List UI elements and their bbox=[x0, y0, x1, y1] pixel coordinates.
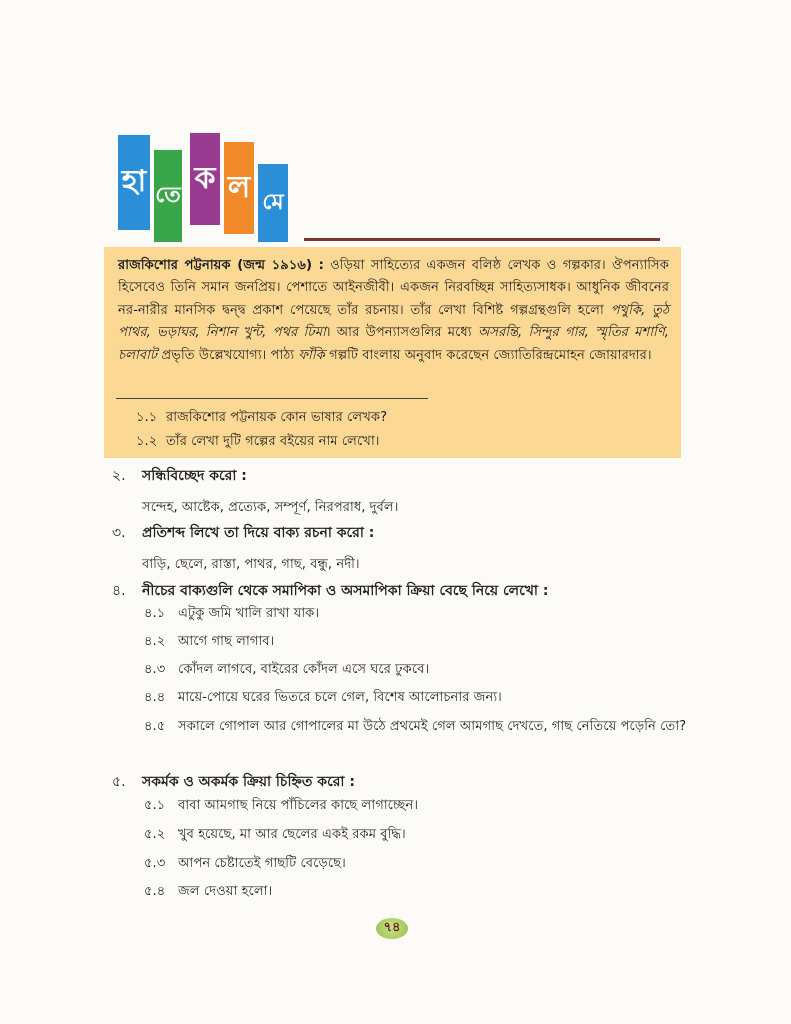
question-number: ১.১ bbox=[136, 410, 158, 425]
item-number: ৪.৪ bbox=[144, 690, 166, 705]
question-1-2 bbox=[136, 431, 380, 453]
logo-block-5 bbox=[258, 164, 288, 242]
question-number: ২. bbox=[112, 468, 126, 484]
question-text: রাজকিশোর পট্টনায়ক কোন ভাষার লেখক? bbox=[166, 410, 388, 425]
question-heading bbox=[112, 579, 692, 603]
section-logo-hatekolome bbox=[118, 130, 293, 245]
question-heading bbox=[112, 770, 692, 794]
logo-block-2 bbox=[154, 150, 182, 242]
bio-part: গল্পটি বাংলায় অনুবাদ করেছেন জ্যোতিরিন্দ্রমোহন জোয়ারদার। bbox=[324, 347, 652, 363]
header-rule bbox=[304, 238, 660, 241]
item-text: আগে গাছ লাগাব। bbox=[178, 634, 275, 649]
question-text: তাঁর লেখা দুটি গল্পের বইয়ের নাম লেখো। bbox=[166, 434, 380, 449]
bio-part: ওড়িয়া সাহিত্যের একজন বলিষ্ঠ লেখক ও গল্পকার। ঔপন্যাসিক হিসেবেও তিনি সমান জনপ্রিয়। পেশাতে আইনজীবী। একজন নিরবচ্ছিন্ন সাহিত্যসাধক। আধুনিক জীবনের নর-নারীর মানসিক দ্বন্দ্ব প্রকাশ পেয়েছে তাঁর রচনায়। তাঁর লেখা বিশিষ্ট গল্পগ্রন্থগুলি হলো bbox=[118, 258, 669, 318]
question-heading bbox=[112, 464, 692, 488]
question-title: নীচের বাক্যগুলি থেকে সমাপিকা ও অসমাপিকা ক্রিয়া বেছে নিয়ে লেখো : bbox=[142, 583, 549, 599]
item-number: ৪.২ bbox=[144, 634, 166, 649]
author-name: রাজকিশোর পট্টনায়ক (জন্ম ১৯১৬) : bbox=[118, 258, 324, 273]
item-number: ৪.১ bbox=[144, 606, 166, 621]
item-text: আপন চেষ্টাতেই গাছটি বেড়েছে। bbox=[178, 856, 346, 871]
logo-letter: ক bbox=[194, 160, 216, 196]
logo-letter: হা bbox=[121, 164, 147, 199]
bio-divider bbox=[116, 398, 428, 399]
question-1-1 bbox=[136, 407, 387, 429]
question-4-3 bbox=[144, 659, 694, 680]
bio-part: । আর উপন্যাসগুলির মধ্যে bbox=[325, 325, 478, 341]
logo-letter: ল bbox=[227, 169, 251, 205]
question-4-5 bbox=[144, 716, 694, 737]
question-5-4 bbox=[144, 881, 694, 902]
item-number: ৫.৪ bbox=[144, 884, 166, 899]
question-number: ৪. bbox=[112, 583, 126, 599]
item-number: ৪.৩ bbox=[144, 662, 166, 677]
item-text: খুব হয়েছে, মা আর ছেলের একই রকম বুদ্ধি। bbox=[178, 827, 406, 842]
logo-letter: মে bbox=[262, 188, 284, 215]
question-4-2 bbox=[144, 631, 694, 652]
question-number: ৩. bbox=[112, 525, 126, 541]
question-5 bbox=[112, 770, 692, 794]
question-title: সকর্মক ও অকর্মক ক্রিয়া চিহ্নিত করো : bbox=[142, 774, 355, 790]
question-5-2 bbox=[144, 824, 694, 845]
page-number: ৭৪ bbox=[383, 920, 401, 935]
item-text: এটুকু জমি খালি রাখা যাক। bbox=[178, 606, 320, 621]
question-4-4 bbox=[144, 687, 694, 708]
logo-block-3 bbox=[190, 133, 220, 225]
story-books: পথুকি, তুঠ পাথর, ভড়াঘর, নিশান খুন্ট, পথর ঢিমা bbox=[118, 302, 669, 341]
question-5-3 bbox=[144, 853, 694, 874]
question-4 bbox=[112, 579, 692, 603]
question-title: সন্ধিবিচ্ছেদ করো : bbox=[142, 468, 247, 484]
item-number: ৪.৫ bbox=[144, 719, 166, 734]
story-title: ফাঁকি bbox=[298, 347, 325, 363]
item-text: বাবা আমগাছ নিয়ে পাঁচিলের কাছে লাগাচ্ছেন। bbox=[178, 798, 419, 813]
question-heading bbox=[112, 521, 692, 545]
question-5-1 bbox=[144, 795, 694, 816]
item-text: মায়ে-পোয়ে ঘরের ভিতরে চলে গেল, বিশেষ আলোচনার জন্য। bbox=[178, 690, 502, 705]
item-number: ৫.১ bbox=[144, 798, 166, 813]
question-3 bbox=[112, 521, 692, 576]
question-body: সন্দেহ, আষ্টেক, প্রত্যেক, সম্পূর্ণ, নিরপরাধ, দুর্বল। bbox=[142, 500, 399, 515]
novels: অসরন্তি, সিন্দুর গার, স্মৃতির মশাণি, চলাবাট bbox=[118, 325, 669, 363]
question-number: ১.২ bbox=[136, 434, 158, 449]
item-number: ৫.২ bbox=[144, 827, 166, 842]
question-4-1 bbox=[144, 603, 694, 624]
question-2 bbox=[112, 464, 692, 519]
logo-block-4 bbox=[224, 142, 254, 234]
page-number-badge bbox=[376, 918, 408, 939]
question-number: ৫. bbox=[112, 774, 126, 790]
author-bio-text bbox=[118, 255, 669, 367]
item-number: ৫.৩ bbox=[144, 856, 166, 871]
question-body: বাড়ি, ছেলে, রাস্তা, পাথর, গাছ, বন্ধু, নদী। bbox=[142, 557, 360, 572]
author-bio-box bbox=[104, 247, 681, 458]
logo-block-1 bbox=[118, 135, 150, 230]
item-text: কোঁদল লাগবে, বাইরের কোঁদল এসে ঘরে ঢুকবে। bbox=[178, 662, 430, 677]
question-title: প্রতিশব্দ লিখে তা দিয়ে বাক্য রচনা করো : bbox=[142, 525, 375, 541]
item-text: সকালে গোপাল আর গোপালের মা উঠে প্রথমেই গেল আমগাছ দেখতে, গাছ নেতিয়ে পড়েনি তো? bbox=[178, 719, 687, 734]
item-text: জল দেওয়া হলো। bbox=[178, 884, 273, 899]
bio-part: প্রভৃতি উল্লেখযোগ্য। পাঠ্য bbox=[157, 347, 299, 363]
logo-letter: তে bbox=[155, 181, 181, 208]
